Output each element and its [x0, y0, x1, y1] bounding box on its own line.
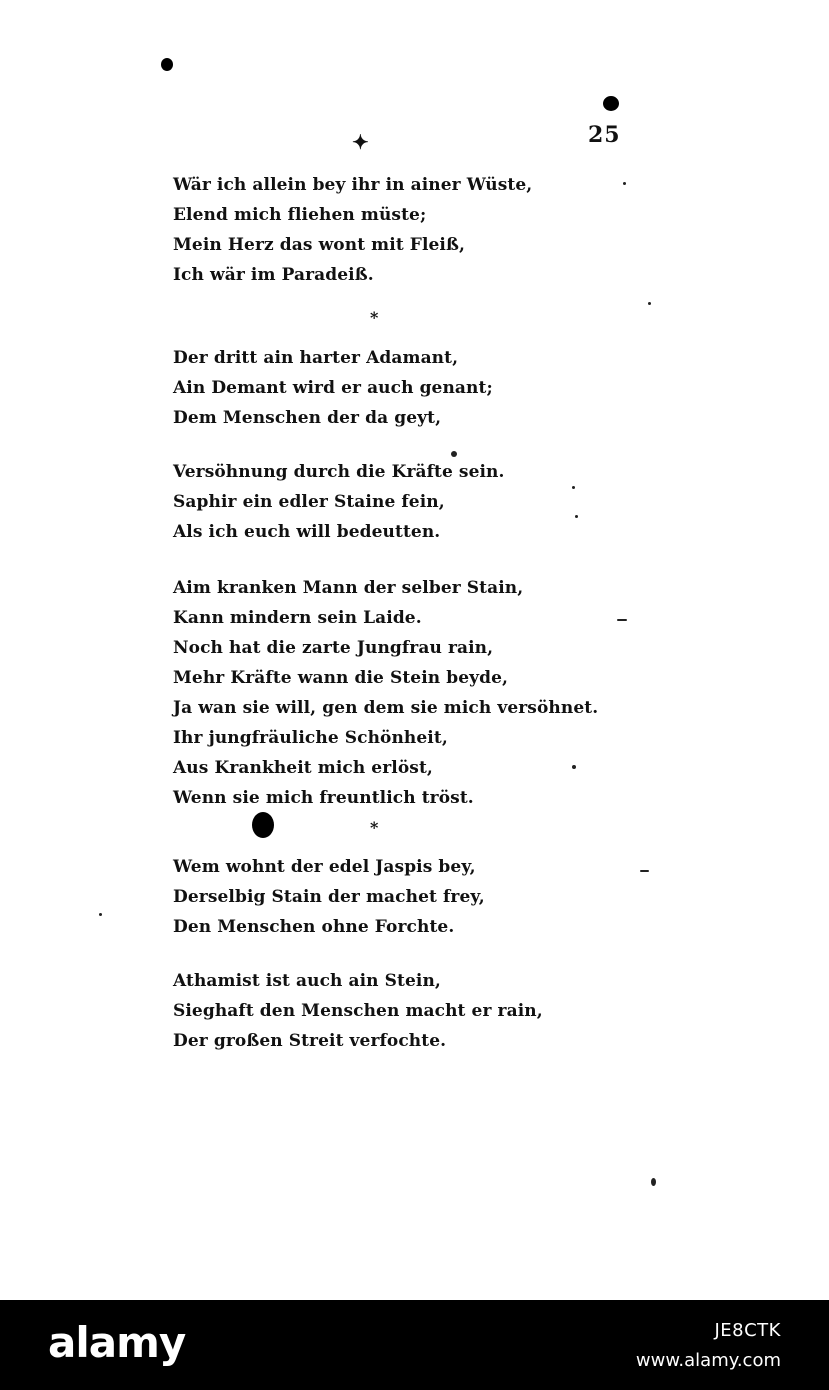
verse-line: Elend mich fliehen müste; — [173, 205, 427, 225]
scan-speck — [99, 913, 102, 916]
alamy-logo: alamy — [48, 1318, 186, 1367]
stanza — [173, 852, 485, 942]
verse-line: Ja wan sie will, gen dem sie mich versöhnet. — [173, 698, 599, 718]
verse-line: Der dritt ain harter Adamant, — [173, 348, 459, 368]
stanza — [173, 170, 532, 290]
verse-line: Wär ich allein bey ihr in ainer Wüste, — [173, 175, 533, 195]
verse-line: Den Menschen ohne Forchte. — [173, 917, 455, 937]
verse-line: Versöhnung durch die Kräfte sein. — [173, 462, 505, 482]
stanza — [173, 343, 493, 433]
scan-speck — [623, 182, 626, 185]
ink-blot — [252, 812, 274, 838]
stanza — [173, 573, 598, 813]
stanza-divider: * — [370, 818, 379, 837]
footer-url: www.alamy.com — [635, 1350, 781, 1371]
verse-line: Ihr jungfräuliche Schönheit, — [173, 728, 448, 748]
page-number: 25 — [588, 122, 621, 148]
verse-line: Ich wär im Paradeiß. — [173, 265, 374, 285]
header-ornament: ✦ — [352, 130, 369, 154]
ink-blot — [603, 96, 619, 111]
verse-line: Noch hat die zarte Jungfrau rain, — [173, 638, 494, 658]
verse-line: Der großen Streit verfochte. — [173, 1031, 447, 1051]
verse-line: Als ich euch will bedeutten. — [173, 522, 441, 542]
stanza — [173, 457, 505, 547]
stanza-divider: * — [370, 308, 379, 327]
watermark-footer — [0, 1300, 829, 1390]
verse-line: Mehr Kräfte wann die Stein beyde, — [173, 668, 509, 688]
verse-line: Athamist ist auch ain Stein, — [173, 971, 441, 991]
scan-speck — [651, 1178, 656, 1186]
verse-line: Aus Krankheit mich erlöst, — [173, 758, 433, 778]
verse-line: Saphir ein edler Staine fein, — [173, 492, 445, 512]
verse-line: Kann mindern sein Laide. — [173, 608, 422, 628]
image-id: JE8CTK — [714, 1320, 781, 1341]
verse-line: Mein Herz das wont mit Fleiß, — [173, 235, 466, 255]
verse-line: Ain Demant wird er auch genant; — [173, 378, 493, 398]
verse-line: Sieghaft den Menschen macht er rain, — [173, 1001, 543, 1021]
scan-speck — [648, 302, 651, 305]
verse-line: Wem wohnt der edel Jaspis bey, — [173, 857, 476, 877]
ink-blot — [161, 58, 173, 71]
scan-speck — [575, 515, 578, 518]
scan-speck — [617, 619, 627, 621]
stanza — [173, 966, 543, 1056]
scan-speck — [640, 870, 649, 872]
verse-line: Aim kranken Mann der selber Stain, — [173, 578, 524, 598]
verse-line: Wenn sie mich freuntlich tröst. — [173, 788, 474, 808]
scan-speck — [572, 486, 575, 489]
verse-line: Derselbig Stain der machet frey, — [173, 887, 485, 907]
verse-line: Dem Menschen der da geyt, — [173, 408, 442, 428]
